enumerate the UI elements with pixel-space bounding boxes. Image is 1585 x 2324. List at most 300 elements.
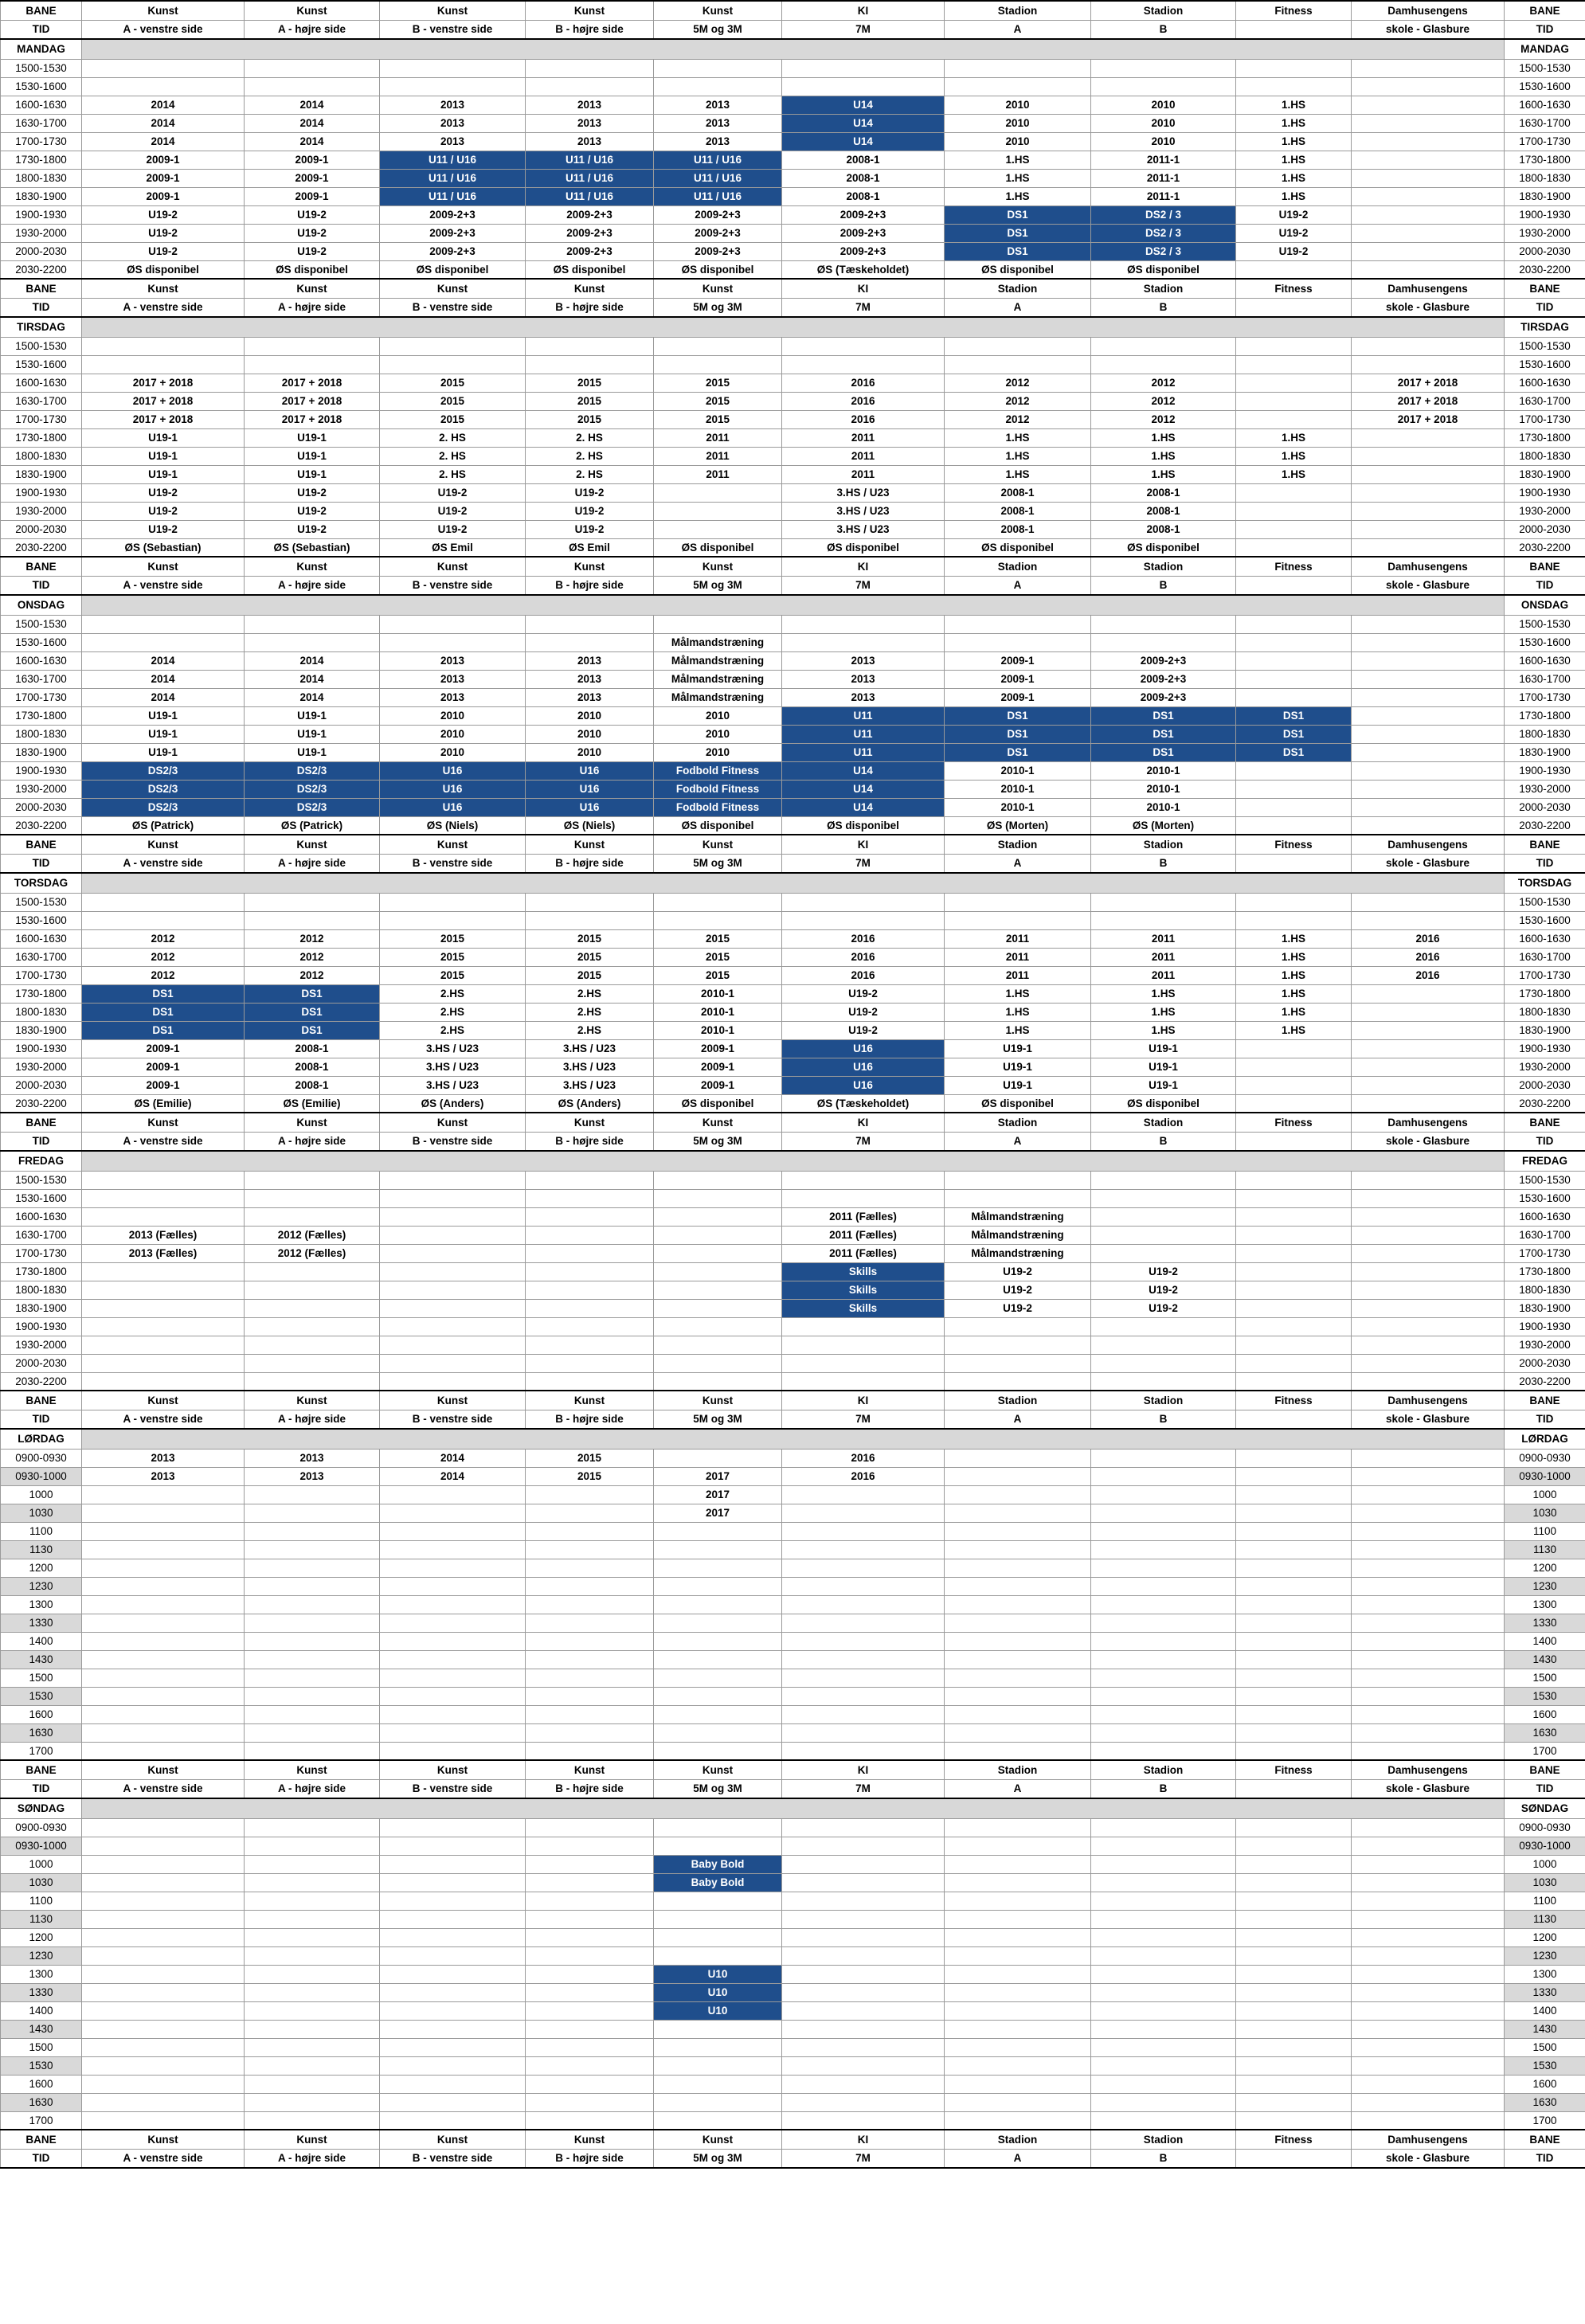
time-label: 1500-1530: [1, 59, 82, 77]
column-subheader: B - højre side: [526, 20, 654, 39]
time-label: 1630-1700: [1505, 392, 1585, 410]
time-label: 1500-1530: [1505, 59, 1585, 77]
schedule-cell: 2015: [654, 966, 782, 984]
schedule-cell: [1352, 688, 1505, 706]
column-subheader: A - højre side: [245, 298, 380, 317]
time-label: 2000-2030: [1, 520, 82, 538]
schedule-cell: [1091, 1317, 1236, 1336]
schedule-cell: [380, 59, 526, 77]
column-subheader: B - venstre side: [380, 20, 526, 39]
schedule-cell: [526, 1650, 654, 1669]
time-label: 1200: [1, 1559, 82, 1577]
schedule-cell: Skills: [782, 1281, 945, 1299]
column-header: BANE: [1505, 1, 1585, 20]
schedule-cell: [526, 2001, 654, 2020]
schedule-cell: DS1: [1236, 725, 1352, 743]
column-header: Damhusengens: [1352, 1760, 1505, 1779]
schedule-cell: [82, 2093, 245, 2111]
time-label: 1930-2000: [1, 1336, 82, 1354]
schedule-cell: 2016: [782, 392, 945, 410]
schedule-cell: [654, 1946, 782, 1965]
schedule-cell: [782, 1336, 945, 1354]
schedule-cell: [1236, 780, 1352, 798]
schedule-cell: U19-2: [245, 224, 380, 242]
schedule-cell: 2009-2+3: [1091, 670, 1236, 688]
schedule-cell: DS1: [1236, 743, 1352, 761]
schedule-cell: DS1: [945, 224, 1091, 242]
schedule-cell: [1352, 2038, 1505, 2056]
column-header: Kunst: [380, 1391, 526, 1410]
time-label: 1530-1600: [1505, 633, 1585, 651]
time-slot-row: [1, 132, 1585, 151]
schedule-cell: Baby Bold: [654, 1855, 782, 1873]
time-label: 0900-0930: [1505, 1818, 1585, 1837]
schedule-cell: [82, 1873, 245, 1892]
schedule-cell: [1352, 1855, 1505, 1873]
time-label: 1430: [1505, 1650, 1585, 1669]
schedule-cell: [526, 1595, 654, 1614]
schedule-cell: 2011: [654, 447, 782, 465]
schedule-cell: U16: [782, 1076, 945, 1094]
schedule-cell: [1091, 633, 1236, 651]
schedule-cell: Baby Bold: [654, 1873, 782, 1892]
column-subheader: B - venstre side: [380, 1410, 526, 1429]
schedule-cell: [82, 337, 245, 355]
schedule-cell: Fodbold Fitness: [654, 761, 782, 780]
column-header: BANE: [1505, 1391, 1585, 1410]
column-header: Fitness: [1236, 557, 1352, 576]
schedule-cell: U19-1: [82, 706, 245, 725]
schedule-cell: [1352, 615, 1505, 633]
schedule-cell: ØS (Morten): [945, 816, 1091, 835]
schedule-cell: U19-1: [1091, 1058, 1236, 1076]
schedule-cell: [782, 633, 945, 651]
schedule-cell: 2010: [1091, 96, 1236, 114]
schedule-cell: [1236, 688, 1352, 706]
schedule-cell: [380, 1705, 526, 1723]
column-subheader: TID: [1, 2149, 82, 2168]
schedule-cell: [1352, 2056, 1505, 2075]
schedule-cell: U19-2: [380, 520, 526, 538]
schedule-cell: [1091, 1595, 1236, 1614]
time-label: 1300: [1505, 1965, 1585, 1983]
time-slot-row: [1, 615, 1585, 633]
schedule-cell: [380, 911, 526, 929]
time-label: 1530: [1, 2056, 82, 2075]
schedule-cell: [1352, 725, 1505, 743]
schedule-cell: U19-1: [1091, 1039, 1236, 1058]
schedule-cell: Målmandstræning: [654, 633, 782, 651]
schedule-cell: 2. HS: [526, 447, 654, 465]
column-header: BANE: [1, 1391, 82, 1410]
time-label: 1630-1700: [1, 1226, 82, 1244]
schedule-cell: ØS Emil: [380, 538, 526, 557]
time-label: 1130: [1505, 1910, 1585, 1928]
schedule-cell: Målmandstræning: [654, 651, 782, 670]
schedule-cell: U11 / U16: [380, 169, 526, 187]
schedule-cell: U19-2: [526, 520, 654, 538]
schedule-cell: [380, 2038, 526, 2056]
schedule-cell: [654, 1687, 782, 1705]
schedule-cell: [1236, 1244, 1352, 1262]
column-header: Kunst: [245, 1113, 380, 1132]
column-subheader: B - venstre side: [380, 1132, 526, 1151]
column-subheader: skole - Glasbure: [1352, 2149, 1505, 2168]
schedule-cell: ØS (Emilie): [245, 1094, 380, 1113]
schedule-cell: [782, 2056, 945, 2075]
time-label: 1930-2000: [1505, 1336, 1585, 1354]
schedule-cell: [1236, 1522, 1352, 1540]
schedule-cell: [1352, 151, 1505, 169]
schedule-cell: [245, 1946, 380, 1965]
schedule-cell: [945, 2093, 1091, 2111]
schedule-cell: [945, 1577, 1091, 1595]
time-label: 1700-1730: [1, 688, 82, 706]
column-header: KI: [782, 835, 945, 854]
column-header: Damhusengens: [1352, 1391, 1505, 1410]
schedule-cell: [82, 1632, 245, 1650]
schedule-cell: [526, 1873, 654, 1892]
column-header: Stadion: [1091, 557, 1236, 576]
schedule-cell: DS2/3: [82, 761, 245, 780]
schedule-cell: [782, 1171, 945, 1189]
schedule-cell: [1091, 1855, 1236, 1873]
column-subheader: [1236, 298, 1352, 317]
day-band: [82, 595, 1505, 615]
day-row: [1, 317, 1585, 337]
time-label: 1830-1900: [1, 1021, 82, 1039]
schedule-cell: [1236, 1687, 1352, 1705]
schedule-cell: 2009-2+3: [380, 224, 526, 242]
schedule-cell: U16: [782, 1058, 945, 1076]
column-subheader-row: [1, 576, 1585, 595]
schedule-cell: [526, 1837, 654, 1855]
schedule-cell: [945, 1742, 1091, 1760]
schedule-cell: 2013: [82, 1467, 245, 1485]
time-label: 1900-1930: [1, 1317, 82, 1336]
schedule-cell: 2009-1: [654, 1076, 782, 1094]
schedule-cell: 2011-1: [1091, 169, 1236, 187]
schedule-cell: [1352, 1577, 1505, 1595]
schedule-cell: U19-2: [526, 502, 654, 520]
schedule-cell: [1236, 77, 1352, 96]
schedule-cell: U19-2: [945, 1299, 1091, 1317]
schedule-cell: ØS disponibel: [82, 260, 245, 279]
schedule-cell: 2010: [526, 706, 654, 725]
schedule-cell: [245, 1614, 380, 1632]
time-label: 1530-1600: [1, 355, 82, 374]
schedule-cell: [1091, 1742, 1236, 1760]
schedule-cell: DS1: [82, 984, 245, 1003]
schedule-cell: [1352, 1262, 1505, 1281]
column-header: Stadion: [1091, 1760, 1236, 1779]
schedule-cell: [1352, 2020, 1505, 2038]
schedule-cell: 2. HS: [526, 428, 654, 447]
schedule-cell: [1091, 1504, 1236, 1522]
time-label: 1800-1830: [1505, 1281, 1585, 1299]
time-label: 2030-2200: [1, 538, 82, 557]
time-label: 1930-2000: [1505, 224, 1585, 242]
schedule-cell: [380, 77, 526, 96]
schedule-cell: DS1: [245, 984, 380, 1003]
schedule-cell: [1352, 1317, 1505, 1336]
schedule-cell: [1091, 2093, 1236, 2111]
schedule-cell: [1352, 1723, 1505, 1742]
schedule-cell: 2011: [782, 428, 945, 447]
time-slot-row: [1, 1540, 1585, 1559]
schedule-cell: [654, 1577, 782, 1595]
time-label: 1730-1800: [1, 1262, 82, 1281]
schedule-cell: 2008-1: [245, 1058, 380, 1076]
day-label: MANDAG: [1505, 39, 1585, 59]
schedule-cell: [945, 1669, 1091, 1687]
schedule-cell: 2013 (Fælles): [82, 1226, 245, 1244]
column-header: BANE: [1505, 1113, 1585, 1132]
schedule-cell: [1091, 1669, 1236, 1687]
schedule-cell: [1352, 355, 1505, 374]
schedule-cell: 1.HS: [945, 187, 1091, 205]
schedule-cell: 2010-1: [654, 1003, 782, 1021]
schedule-cell: 2010: [526, 743, 654, 761]
schedule-cell: 2013: [654, 132, 782, 151]
schedule-cell: [654, 1928, 782, 1946]
schedule-cell: 1.HS: [1091, 465, 1236, 483]
schedule-cell: DS1: [1236, 706, 1352, 725]
schedule-cell: 2010-1: [945, 761, 1091, 780]
schedule-cell: [1352, 1372, 1505, 1391]
schedule-cell: [945, 77, 1091, 96]
schedule-cell: [245, 911, 380, 929]
schedule-cell: 2017: [654, 1485, 782, 1504]
column-header: Kunst: [380, 2130, 526, 2149]
schedule-cell: 2.HS: [526, 984, 654, 1003]
schedule-cell: [654, 2093, 782, 2111]
time-label: 1730-1800: [1505, 428, 1585, 447]
schedule-cell: 2014: [82, 651, 245, 670]
time-slot-row: [1, 428, 1585, 447]
schedule-cell: 2013: [654, 96, 782, 114]
schedule-cell: [526, 59, 654, 77]
day-row: [1, 873, 1585, 893]
schedule-cell: [1091, 1983, 1236, 2001]
schedule-cell: 2014: [245, 688, 380, 706]
schedule-cell: 2008-1: [945, 520, 1091, 538]
schedule-cell: 1.HS: [945, 169, 1091, 187]
schedule-cell: 1.HS: [1236, 428, 1352, 447]
schedule-cell: [945, 1354, 1091, 1372]
schedule-cell: [782, 1946, 945, 1965]
schedule-cell: ØS (Niels): [526, 816, 654, 835]
schedule-cell: [1236, 1669, 1352, 1687]
schedule-cell: [782, 2111, 945, 2130]
time-label: 2030-2200: [1505, 816, 1585, 835]
schedule-cell: [782, 1742, 945, 1760]
schedule-cell: [245, 1983, 380, 2001]
schedule-cell: ØS (Patrick): [245, 816, 380, 835]
schedule-cell: [1236, 2075, 1352, 2093]
schedule-cell: 2016: [782, 929, 945, 948]
schedule-cell: [1236, 1299, 1352, 1317]
time-label: 1900-1930: [1505, 483, 1585, 502]
time-label: 1600: [1, 1705, 82, 1723]
schedule-cell: [1091, 1485, 1236, 1504]
schedule-cell: U19-1: [82, 743, 245, 761]
schedule-cell: [1352, 633, 1505, 651]
schedule-cell: [945, 1650, 1091, 1669]
schedule-cell: [245, 1723, 380, 1742]
schedule-cell: 2010-1: [1091, 761, 1236, 780]
time-slot-row: [1, 1577, 1585, 1595]
time-label: 1900-1930: [1, 761, 82, 780]
time-label: 1330: [1, 1614, 82, 1632]
time-label: 1430: [1505, 2020, 1585, 2038]
column-subheader: B: [1091, 1410, 1236, 1429]
schedule-cell: U11 / U16: [654, 187, 782, 205]
schedule-cell: [245, 1705, 380, 1723]
column-header-row: [1, 1, 1585, 20]
time-label: 1830-1900: [1505, 1299, 1585, 1317]
schedule-cell: [1352, 651, 1505, 670]
time-label: 1300: [1, 1965, 82, 1983]
schedule-cell: 2009-2+3: [526, 242, 654, 260]
schedule-cell: [245, 1522, 380, 1540]
column-subheader: [1236, 854, 1352, 873]
schedule-cell: ØS disponibel: [1091, 538, 1236, 557]
schedule-cell: U16: [380, 780, 526, 798]
schedule-cell: U16: [782, 1039, 945, 1058]
schedule-cell: [1352, 59, 1505, 77]
schedule-cell: U19-1: [82, 447, 245, 465]
schedule-cell: 2009-2+3: [782, 224, 945, 242]
schedule-cell: [1352, 1299, 1505, 1317]
schedule-cell: [1236, 410, 1352, 428]
day-band: [82, 1798, 1505, 1818]
column-subheader: TID: [1505, 1779, 1585, 1798]
schedule-cell: [654, 1189, 782, 1207]
time-label: 2030-2200: [1, 1094, 82, 1113]
column-header: Stadion: [945, 1113, 1091, 1132]
time-label: 1100: [1, 1892, 82, 1910]
schedule-cell: [245, 1171, 380, 1189]
schedule-cell: 2012: [1091, 392, 1236, 410]
column-subheader: B - venstre side: [380, 2149, 526, 2168]
schedule-cell: U19-1: [245, 743, 380, 761]
time-slot-row: [1, 520, 1585, 538]
time-label: 1500: [1505, 1669, 1585, 1687]
schedule-cell: [245, 1855, 380, 1873]
time-label: 1900-1930: [1, 205, 82, 224]
schedule-cell: [82, 2075, 245, 2093]
schedule-cell: 2015: [380, 929, 526, 948]
schedule-cell: 1.HS: [945, 428, 1091, 447]
schedule-cell: [380, 1299, 526, 1317]
schedule-cell: [380, 1873, 526, 1892]
schedule-cell: [782, 2093, 945, 2111]
time-label: 1330: [1505, 1614, 1585, 1632]
schedule-cell: U19-2: [782, 984, 945, 1003]
schedule-cell: [1236, 1910, 1352, 1928]
column-subheader: 7M: [782, 20, 945, 39]
column-subheader: A - venstre side: [82, 576, 245, 595]
column-subheader: A - venstre side: [82, 298, 245, 317]
schedule-cell: [654, 1171, 782, 1189]
schedule-cell: [82, 1372, 245, 1391]
schedule-cell: [654, 483, 782, 502]
schedule-cell: 2015: [380, 374, 526, 392]
time-slot-row: [1, 260, 1585, 279]
day-label: TIRSDAG: [1505, 317, 1585, 337]
schedule-cell: [1091, 2020, 1236, 2038]
column-subheader: skole - Glasbure: [1352, 1410, 1505, 1429]
schedule-cell: [654, 1299, 782, 1317]
schedule-cell: 2009-1: [245, 169, 380, 187]
column-header: Kunst: [654, 557, 782, 576]
schedule-cell: [526, 1540, 654, 1559]
schedule-cell: ØS (Anders): [380, 1094, 526, 1113]
schedule-cell: [654, 59, 782, 77]
time-slot-row: [1, 151, 1585, 169]
column-subheader: A - højre side: [245, 854, 380, 873]
column-subheader: A - højre side: [245, 576, 380, 595]
schedule-cell: Fodbold Fitness: [654, 798, 782, 816]
schedule-cell: 1.HS: [1236, 984, 1352, 1003]
schedule-cell: [380, 1837, 526, 1855]
schedule-cell: [245, 1372, 380, 1391]
schedule-cell: [945, 2056, 1091, 2075]
schedule-cell: [380, 1965, 526, 1983]
schedule-cell: [782, 1723, 945, 1742]
schedule-cell: [945, 355, 1091, 374]
schedule-cell: [82, 1723, 245, 1742]
time-slot-row: [1, 1632, 1585, 1650]
schedule-cell: [82, 1485, 245, 1504]
column-subheader-row: [1, 1779, 1585, 1798]
schedule-cell: [380, 2020, 526, 2038]
schedule-cell: 2.HS: [526, 1003, 654, 1021]
time-slot-row: [1, 1003, 1585, 1021]
schedule-cell: [82, 1559, 245, 1577]
schedule-cell: 2012 (Fælles): [245, 1226, 380, 1244]
column-subheader: B - højre side: [526, 1779, 654, 1798]
schedule-cell: [82, 1207, 245, 1226]
schedule-cell: [82, 1354, 245, 1372]
time-label: 0930-1000: [1, 1467, 82, 1485]
schedule-cell: [82, 2038, 245, 2056]
schedule-cell: [1236, 1207, 1352, 1226]
schedule-cell: 2009-2+3: [654, 242, 782, 260]
schedule-cell: [82, 2001, 245, 2020]
time-label: 1630-1700: [1, 392, 82, 410]
schedule-cell: [1352, 465, 1505, 483]
column-subheader: A - højre side: [245, 1132, 380, 1151]
schedule-cell: [1236, 1372, 1352, 1391]
time-label: 1800-1830: [1505, 169, 1585, 187]
schedule-cell: Skills: [782, 1299, 945, 1317]
schedule-cell: [380, 1669, 526, 1687]
schedule-cell: 2008-1: [245, 1076, 380, 1094]
schedule-cell: 2009-1: [654, 1039, 782, 1058]
schedule-cell: [1091, 2111, 1236, 2130]
schedule-cell: [245, 633, 380, 651]
schedule-cell: [82, 1540, 245, 1559]
column-subheader: TID: [1, 1779, 82, 1798]
column-header: Fitness: [1236, 835, 1352, 854]
schedule-cell: [1236, 615, 1352, 633]
schedule-cell: [82, 1705, 245, 1723]
schedule-cell: [526, 1818, 654, 1837]
schedule-cell: [82, 1595, 245, 1614]
schedule-cell: [380, 1818, 526, 1837]
